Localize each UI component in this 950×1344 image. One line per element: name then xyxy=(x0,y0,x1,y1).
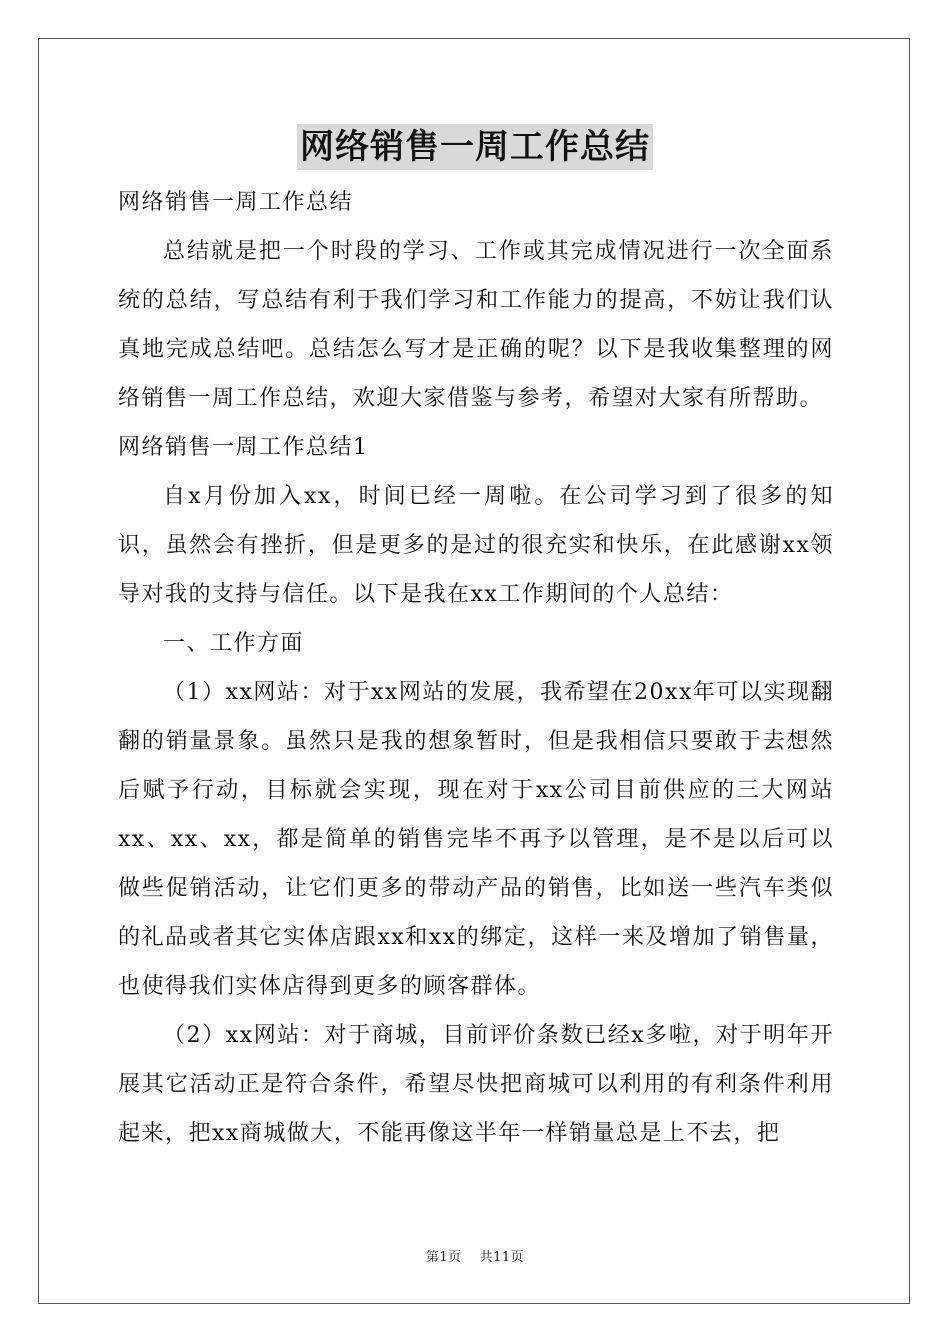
paragraph: （1）xx网站：对于xx网站的发展，我希望在20xx年可以实现翻翻的销量景象。虽然只是我的想象暂时，但是我相信只要敢于去想然后赋予行动，目标就会实现，现在对于xx公司目前供应的三大网站xx、xx、xx，都是简单的销售完毕不再予以管理，是不是以后可以做些促销活动，让它们更多的带动产品的销售，比如送一些汽车类似的礼品或者其它实体店跟xx和xx的绑定，这样一来及增加了销售量，也使得我们实体店得到更多的顾客群体。 xyxy=(118,680,834,999)
paragraph: （2）xx网站：对于商城，目前评价条数已经x多啦，对于明年开展其它活动正是符合条件，希望尽快把商城可以利用的有利条件利用起来，把xx商城做大，不能再像这半年一样销量总是上不去，把 xyxy=(118,1023,834,1146)
page-total: 共11页 xyxy=(479,1250,525,1265)
document-title: 网络销售一周工作总结 xyxy=(297,124,653,170)
paragraph: 网络销售一周工作总结 xyxy=(118,190,354,215)
page-number: 第1页 xyxy=(425,1250,462,1265)
paragraph: 一、工作方面 xyxy=(163,631,305,656)
paragraph: 网络销售一周工作总结1 xyxy=(118,435,369,460)
page-footer xyxy=(0,1246,950,1265)
document-body xyxy=(118,178,834,1158)
paragraph: 自x月份加入xx，时间已经一周啦。在公司学习到了很多的知识，虽然会有挫折，但是更多的是过的很充实和快乐，在此感谢xx领导对我的支持与信任。以下是我在xx工作期间的个人总结： xyxy=(118,484,834,607)
paragraph: 总结就是把一个时段的学习、工作或其完成情况进行一次全面系统的总结，写总结有利于我们学习和工作能力的提高，不妨让我们认真地完成总结吧。总结怎么写才是正确的呢？以下是我收集整理的网络销售一周工作总结，欢迎大家借鉴与参考，希望对大家有所帮助。 xyxy=(118,239,834,411)
title-container xyxy=(0,124,950,170)
